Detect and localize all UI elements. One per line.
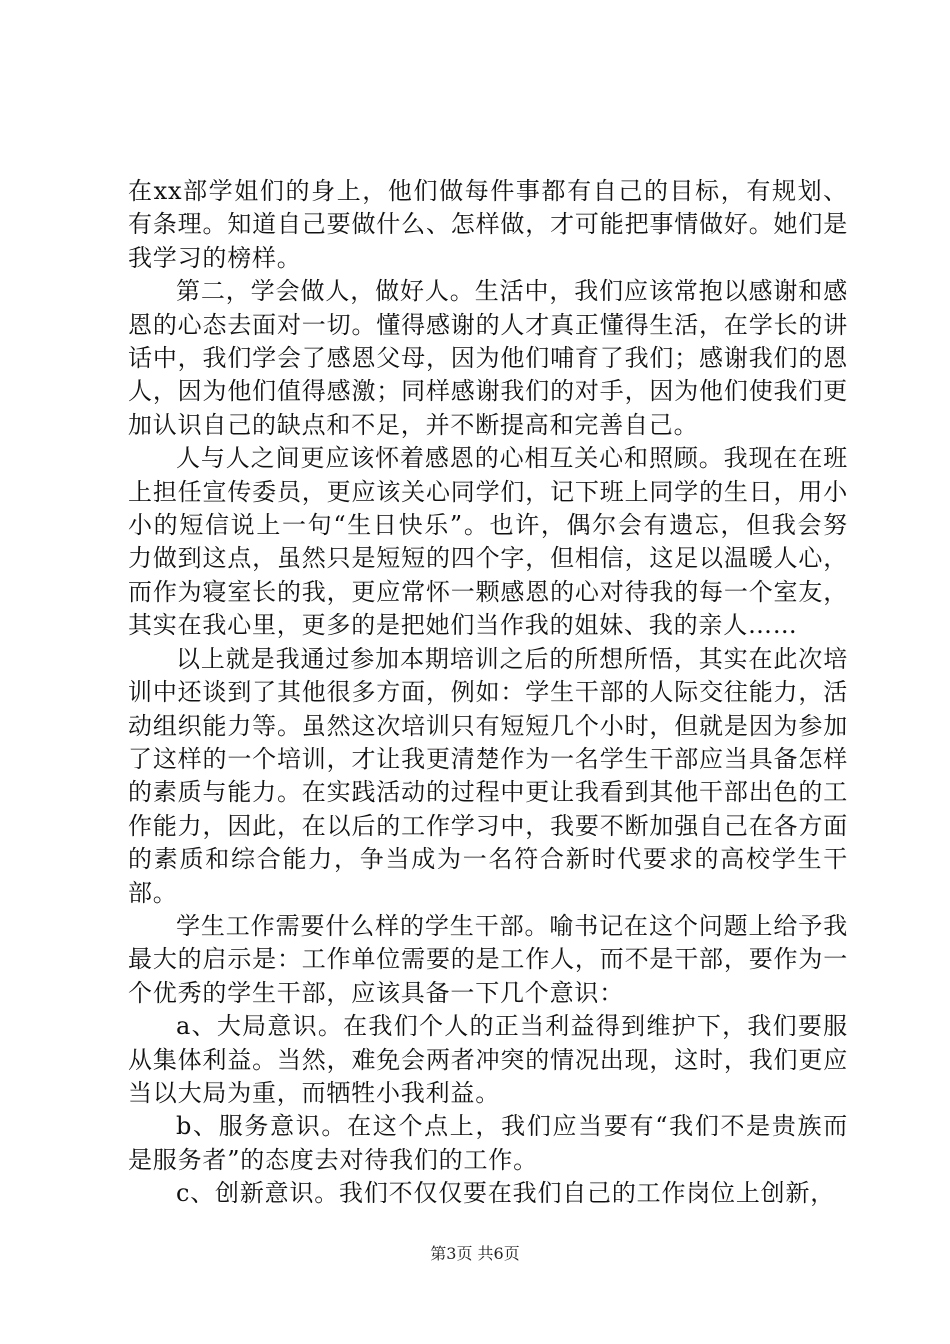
paragraph-training-summary: 以上就是我通过参加本期培训之后的所想所悟，其实在此次培训中还谈到了其他很多方面，例如：学生干部的人际交往能力，活动组织能力等。虽然这次培训只有短短几个小时，但就是因为参加了这样的一个培训，才让我更清楚作为一名学生干部应当具备怎样的素质与能力。在实践活动的过程中更让我看到其他干部出色的工作能力，因此，在以后的工作学习中，我要不断加强自己在各方面的素质和综合能力，争当成为一名符合新时代要求的高校学生干部。 — [128, 644, 848, 907]
document-body — [128, 175, 848, 1211]
paragraph-caring: 人与人之间更应该怀着感恩的心相互关心和照顾。我现在在班上担任宣传委员，更应该关心同学们，记下班上同学的生日，用小小的短信说上一句“生日快乐”。也许，偶尔会有遗忘，但我会努力做到这点，虽然只是短短的四个字，但相信，这足以温暖人心，而作为寝室长的我，更应常怀一颗感恩的心对待我的每一个室友，其实在我心里，更多的是把她们当作我的姐妹、我的亲人…… — [128, 444, 848, 640]
paragraph-item-a: a、大局意识。在我们个人的正当利益得到维护下，我们要服从集体利益。当然，难免会两者冲突的情况出现，这时，我们更应当以大局为重，而牺牲小我利益。 — [128, 1012, 848, 1107]
paragraph-item-b: b、服务意识。在这个点上，我们应当要有“我们不是贵族而是服务者”的态度去对待我们的工作。 — [128, 1112, 848, 1174]
paragraph-continuation: 在xx部学姐们的身上，他们做每件事都有自己的目标，有规划、有条理。知道自己要做什么、怎样做，才可能把事情做好。她们是我学习的榜样。 — [128, 177, 848, 272]
paragraph-student-cadre: 学生工作需要什么样的学生干部。喻书记在这个问题上给予我最大的启示是：工作单位需要的是工作人，而不是干部，要作为一个优秀的学生干部，应该具备一下几个意识： — [128, 911, 848, 1007]
page-number-footer: 第3页 共6页 — [430, 1244, 520, 1263]
paragraph-item-c: c、创新意识。我们不仅仅要在我们自己的工作岗位上创新， — [176, 1179, 836, 1208]
paragraph-gratitude: 第二，学会做人，做好人。生活中，我们应该常抱以感谢和感恩的心态去面对一切。懂得感谢的人才真正懂得生活，在学长的讲话中，我们学会了感恩父母，因为他们哺育了我们；感谢我们的恩人，因为他们值得感激；同样感谢我们的对手，因为他们使我们更加认识自己的缺点和不足，并不断提高和完善自己。 — [128, 277, 848, 439]
